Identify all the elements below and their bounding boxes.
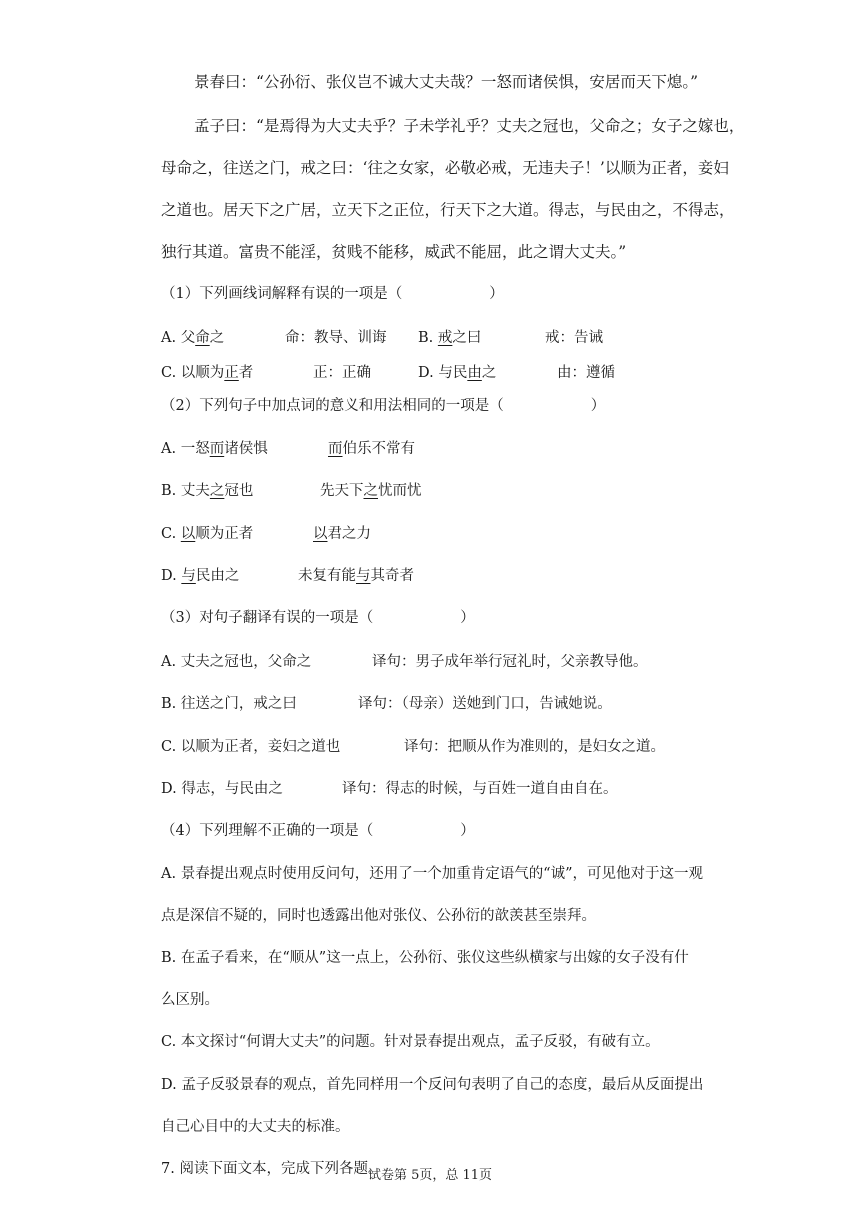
q1-c-underlined: 正 [224, 365, 239, 381]
q2-b-left: B. 丈夫 [161, 483, 210, 499]
q3-stem: （3）对句子翻译有误的一项是（ ） [161, 610, 475, 626]
q2-d-left-tail: 民由之 [195, 568, 240, 584]
q2-option-a-right [328, 439, 415, 459]
q3-option-d-source: D. 得志，与民由之 [161, 781, 283, 797]
q4-option-a-line-1: A. 景春提出观点时使用反问句，还用了一个加重肯定语气的“诚”，可见他对于这一观 [161, 866, 704, 882]
q1-option-d [418, 363, 496, 383]
q2-d-right-tail: 其奇者 [370, 568, 414, 584]
q1-option-a [161, 328, 224, 348]
q4-option-c-line-1: C. 本文探讨“何谓大丈夫”的问题。针对景春提出观点，孟子反驳，有破有立。 [161, 1034, 660, 1050]
q3-option-b-source: B. 往送之门，戒之曰 [161, 696, 297, 712]
q2-option-c [161, 524, 253, 544]
q2-b-right-tail: 忧而忧 [378, 483, 422, 499]
q1-option-b [418, 328, 481, 348]
q1-a-underlined: 命 [195, 330, 210, 346]
q2-b-right-dotted: 之 [363, 483, 378, 499]
q1-option-c [161, 363, 253, 383]
q2-c-right-tail: 君之力 [327, 526, 371, 542]
passage-line-1: 景春曰：“公孙衍、张仪岂不诚大丈夫哉？一怒而诸侯惧，安居而天下熄。” [194, 73, 699, 91]
q1-stem: （1）下列画线词解释有误的一项是（ ） [161, 286, 504, 302]
q3-option-a-translation: 译句：男子成年举行冠礼时，父亲教导他。 [372, 654, 648, 670]
q2-b-right: 先天下 [320, 483, 364, 499]
passage-line-3: 母命之，往送之门，戒之曰：‘往之女家，必敬必戒，无违夫子！’以顺为正者，妾妇 [161, 159, 729, 177]
q1-a-text-tail: 之 [209, 330, 225, 346]
q1-option-c-gloss: 正：正确 [313, 365, 371, 381]
q3-option-b-translation: 译句：（母亲）送她到门口，告诫她说。 [358, 696, 612, 712]
q2-b-left-tail: 冠也 [224, 483, 254, 499]
q4-option-b-line-2: 么区别。 [161, 992, 219, 1008]
q1-d-underlined: 由 [467, 365, 482, 381]
q2-d-right: 未复有能 [298, 568, 356, 584]
q2-d-left-dotted: 与 [181, 568, 196, 584]
q1-b-text-tail: 之曰 [452, 330, 482, 346]
passage-line-2: 孟子曰：“是焉得为大丈夫乎？子未学礼乎？丈夫之冠也，父命之；女子之嫁也， [194, 117, 745, 135]
q1-d-text-tail: 之 [481, 365, 497, 381]
q4-option-d-line-1: D. 孟子反驳景春的观点，首先同样用一个反问句表明了自己的态度，最后从反面提出 [161, 1077, 704, 1093]
q2-a-right-dotted: 而 [328, 441, 343, 457]
q2-option-c-right [313, 524, 371, 544]
q1-option-a-gloss: 命：教导、训诲 [285, 330, 387, 346]
q1-option-b-gloss: 戒：告诫 [545, 330, 603, 346]
q3-option-a-source: A. 丈夫之冠也，父命之 [161, 654, 312, 670]
q2-a-left-tail: 诸侯惧 [224, 441, 268, 457]
q2-option-b-right [320, 481, 422, 501]
q7-heading: 7. 阅读下面文本，完成下列各题。 [161, 1161, 383, 1177]
q2-stem: （2）下列句子中加点词的意义和用法相同的一项是（ ） [161, 398, 606, 414]
q2-c-right-dotted: 以 [313, 526, 328, 542]
q4-option-a-line-2: 点是深信不疑的，同时也透露出他对张仪、公孙衍的歆羡甚至崇拜。 [161, 908, 596, 924]
q1-b-underlined: 戒 [437, 330, 453, 346]
q3-option-c-source: C. 以顺为正者，妾妇之道也 [161, 739, 341, 755]
passage-line-5: 独行其道。富贵不能淫，贫贱不能移，威武不能屈，此之谓大丈夫。” [161, 243, 627, 261]
q2-option-b [161, 481, 253, 501]
q2-c-left: C. [161, 526, 181, 542]
passage-line-4: 之道也。居天下之广居，立天下之正位，行天下之大道。得志，与民由之，不得志， [161, 201, 735, 219]
q1-d-text: D. 与民 [418, 365, 468, 381]
q2-option-a [161, 439, 268, 459]
page-footer: 试卷第 5页，总 11页 [367, 1168, 493, 1183]
q1-c-text-tail: 者 [238, 365, 254, 381]
q2-c-left-dotted: 以 [180, 526, 196, 542]
q2-d-right-dotted: 与 [356, 568, 371, 584]
q2-option-d [161, 566, 239, 586]
q2-a-left: A. 一怒 [161, 441, 210, 457]
q2-a-left-dotted: 而 [209, 441, 225, 457]
q2-d-left: D. [161, 568, 182, 584]
q2-a-right-tail: 伯乐不常有 [342, 441, 415, 457]
q2-c-left-tail: 顺为正者 [195, 526, 254, 542]
q4-stem: （4）下列理解不正确的一项是（ ） [161, 823, 475, 839]
q1-option-d-gloss: 由：遵循 [557, 365, 615, 381]
q1-a-text: A. 父 [161, 330, 196, 346]
q3-option-d-translation: 译句：得志的时候，与百姓一道自由自在。 [342, 781, 618, 797]
q3-option-c-translation: 译句：把顺从作为准则的，是妇女之道。 [404, 739, 665, 755]
q4-option-d-line-2: 自己心目中的大丈夫的标准。 [161, 1119, 350, 1135]
q2-option-d-right [298, 566, 414, 586]
q4-option-b-line-1: B. 在孟子看来，在“顺从”这一点上，公孙衍、张仪这些纵横家与出嫁的女子没有什 [161, 950, 689, 966]
q1-b-text: B. [418, 330, 438, 346]
q1-c-text: C. 以顺为 [161, 365, 225, 381]
q2-b-left-dotted: 之 [209, 483, 225, 499]
